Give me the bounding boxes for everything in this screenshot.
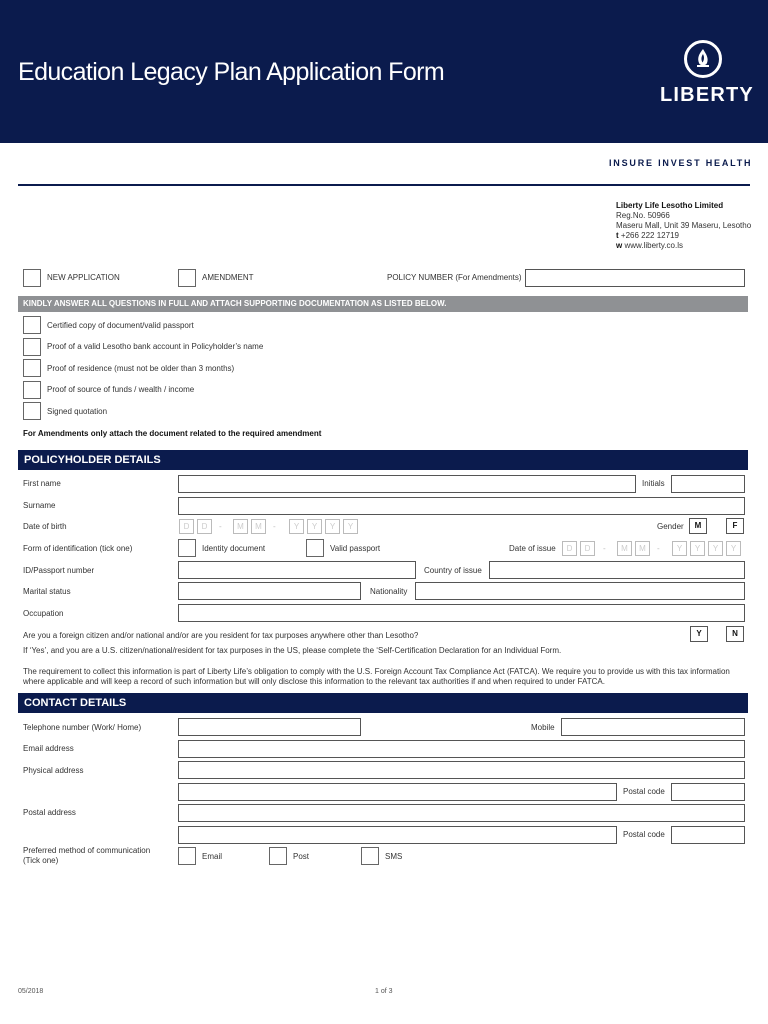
doc-label-1: Certified copy of document/valid passport bbox=[47, 321, 194, 330]
web-prefix: w bbox=[616, 241, 623, 250]
fatca-note-line-2: where applicable and will keep a record of such information but will only disclose this information to the relevant tax authorities if and when required to under FATCA. bbox=[23, 677, 605, 686]
dob-month-2[interactable]: M bbox=[251, 519, 266, 534]
dob-year-3[interactable]: Y bbox=[325, 519, 340, 534]
foreign-no-box[interactable]: N bbox=[726, 626, 744, 642]
amendment-checkbox[interactable] bbox=[178, 269, 196, 287]
policyholder-heading: POLICYHOLDER DETAILS bbox=[18, 450, 748, 470]
issue-sep-2: - bbox=[657, 544, 660, 553]
dob-year-1[interactable]: Y bbox=[289, 519, 304, 534]
id-form-label: Form of identification (tick one) bbox=[23, 544, 133, 553]
dob-month-1[interactable]: M bbox=[233, 519, 248, 534]
policy-number-label: POLICY NUMBER (For Amendments) bbox=[387, 273, 522, 282]
foreign-yes-box[interactable]: Y bbox=[690, 626, 708, 642]
contact-heading: CONTACT DETAILS bbox=[18, 693, 748, 713]
foreign-question: Are you a foreign citizen and/or national and/or are you resident for tax purposes anywhere other than Lesotho? bbox=[23, 631, 419, 640]
doc-label-3: Proof of residence (must not be older than 3 months) bbox=[47, 364, 235, 373]
form-title: Education Legacy Plan Application Form bbox=[18, 58, 445, 86]
dob-sep-1: - bbox=[219, 522, 222, 531]
issue-sep-1: - bbox=[603, 544, 606, 553]
passport-label: Valid passport bbox=[330, 544, 381, 553]
company-web: www.liberty.co.ls bbox=[624, 241, 683, 250]
issue-month-2[interactable]: M bbox=[635, 541, 650, 556]
header-rule bbox=[18, 184, 750, 186]
marital-status-input[interactable] bbox=[178, 582, 361, 600]
contact-sms-label: SMS bbox=[385, 852, 403, 861]
issue-year-3[interactable]: Y bbox=[708, 541, 723, 556]
country-of-issue-label: Country of issue bbox=[424, 566, 482, 575]
preferred-method-label bbox=[23, 846, 150, 866]
mobile-input[interactable] bbox=[561, 718, 745, 736]
physical-address-label: Physical address bbox=[23, 766, 84, 775]
doc-checkbox-4[interactable] bbox=[23, 381, 41, 399]
footer-date: 05/2018 bbox=[18, 988, 44, 995]
gender-label: Gender bbox=[657, 522, 684, 531]
nationality-input[interactable] bbox=[415, 582, 745, 600]
mobile-label: Mobile bbox=[531, 723, 555, 732]
physical-address-line-2[interactable] bbox=[178, 783, 617, 801]
issue-day-2[interactable]: D bbox=[580, 541, 595, 556]
initials-input[interactable] bbox=[671, 475, 745, 493]
contact-email-checkbox[interactable] bbox=[178, 847, 196, 865]
postal-address-label: Postal address bbox=[23, 808, 76, 817]
tel-prefix: t bbox=[616, 231, 619, 240]
issue-month-1[interactable]: M bbox=[617, 541, 632, 556]
policy-number-input[interactable] bbox=[525, 269, 745, 287]
preferred-method-line-2: (Tick one) bbox=[23, 856, 59, 865]
postal-code-label: Postal code bbox=[623, 830, 665, 839]
dob-day-1[interactable]: D bbox=[179, 519, 194, 534]
amendment-note: For Amendments only attach the document related to the required amendment bbox=[23, 429, 322, 438]
first-name-label: First name bbox=[23, 479, 61, 488]
doc-checkbox-3[interactable] bbox=[23, 359, 41, 377]
id-number-input[interactable] bbox=[178, 561, 416, 579]
new-application-label: NEW APPLICATION bbox=[47, 273, 120, 282]
preferred-method-line-1: Preferred method of communication bbox=[23, 846, 151, 855]
id-number-label: ID/Passport number bbox=[23, 566, 95, 575]
doc-checkbox-1[interactable] bbox=[23, 316, 41, 334]
liberty-flame-icon bbox=[684, 40, 722, 78]
dob-sep-2: - bbox=[273, 522, 276, 531]
fatca-note-line-1: The requirement to collect this information is part of Liberty Life’s obligation to comply with the U.S. Foreign Account Tax Compliance Act (FATCA). We require you to provide us with this tax information bbox=[23, 667, 730, 676]
surname-input[interactable] bbox=[178, 497, 745, 515]
tagline: INSURE INVEST HEALTH bbox=[609, 158, 753, 168]
occupation-label: Occupation bbox=[23, 609, 64, 618]
identity-document-checkbox[interactable] bbox=[178, 539, 196, 557]
dob-day-2[interactable]: D bbox=[197, 519, 212, 534]
amendment-label: AMENDMENT bbox=[202, 273, 254, 282]
company-reg: Reg.No. 50966 bbox=[616, 211, 670, 220]
issue-year-1[interactable]: Y bbox=[672, 541, 687, 556]
dob-year-2[interactable]: Y bbox=[307, 519, 322, 534]
marital-status-label: Marital status bbox=[23, 587, 71, 596]
issue-year-2[interactable]: Y bbox=[690, 541, 705, 556]
contact-email-label: Email bbox=[202, 852, 223, 861]
email-label: Email address bbox=[23, 744, 74, 753]
company-address bbox=[616, 201, 751, 251]
contact-sms-checkbox[interactable] bbox=[361, 847, 379, 865]
passport-checkbox[interactable] bbox=[306, 539, 324, 557]
postal-code-input[interactable] bbox=[671, 826, 745, 844]
doc-label-5: Signed quotation bbox=[47, 407, 108, 416]
doc-label-4: Proof of source of funds / wealth / income bbox=[47, 385, 195, 394]
occupation-input[interactable] bbox=[178, 604, 745, 622]
documents-banner: KINDLY ANSWER ALL QUESTIONS IN FULL AND ATTACH SUPPORTING DOCUMENTATION AS LISTED BELOW. bbox=[18, 296, 748, 312]
email-input[interactable] bbox=[178, 740, 745, 758]
telephone-input[interactable] bbox=[178, 718, 361, 736]
doc-checkbox-2[interactable] bbox=[23, 338, 41, 356]
new-application-checkbox[interactable] bbox=[23, 269, 41, 287]
contact-post-label: Post bbox=[293, 852, 310, 861]
doc-checkbox-5[interactable] bbox=[23, 402, 41, 420]
surname-label: Surname bbox=[23, 501, 56, 510]
issue-year-4[interactable]: Y bbox=[726, 541, 741, 556]
footer-page-number: 1 of 3 bbox=[375, 988, 393, 995]
identity-document-label: Identity document bbox=[202, 544, 266, 553]
issue-day-1[interactable]: D bbox=[562, 541, 577, 556]
telephone-label: Telephone number (Work/ Home) bbox=[23, 723, 142, 732]
physical-postal-code-label: Postal code bbox=[623, 787, 665, 796]
initials-label: Initials bbox=[642, 479, 665, 488]
gender-male-box[interactable]: M bbox=[689, 518, 707, 534]
dob-year-4[interactable]: Y bbox=[343, 519, 358, 534]
physical-address-line-1[interactable] bbox=[178, 761, 745, 779]
contact-post-checkbox[interactable] bbox=[269, 847, 287, 865]
company-name: Liberty Life Lesotho Limited bbox=[616, 201, 724, 210]
country-of-issue-input[interactable] bbox=[489, 561, 745, 579]
gender-female-box[interactable]: F bbox=[726, 518, 744, 534]
company-street: Maseru Mall, Unit 39 Maseru, Lesotho bbox=[616, 221, 752, 230]
doc-label-2: Proof of a valid Lesotho bank account in Policyholder’s name bbox=[47, 342, 264, 351]
us-citizen-note: If ‘Yes’, and you are a U.S. citizen/national/resident for tax purposes in the US, please complete the ‘Self-Certification Declaration for an Individual Form. bbox=[23, 646, 562, 655]
company-tel: +266 222 12719 bbox=[620, 231, 679, 240]
liberty-logo-text: LIBERTY bbox=[660, 84, 754, 106]
nationality-label: Nationality bbox=[370, 587, 408, 596]
physical-postal-code-input[interactable] bbox=[671, 783, 745, 801]
date-of-issue-label: Date of issue bbox=[509, 544, 556, 553]
first-name-input[interactable] bbox=[178, 475, 636, 493]
dob-label: Date of birth bbox=[23, 522, 67, 531]
postal-address-line-2[interactable] bbox=[178, 826, 617, 844]
postal-address-line-1[interactable] bbox=[178, 804, 745, 822]
